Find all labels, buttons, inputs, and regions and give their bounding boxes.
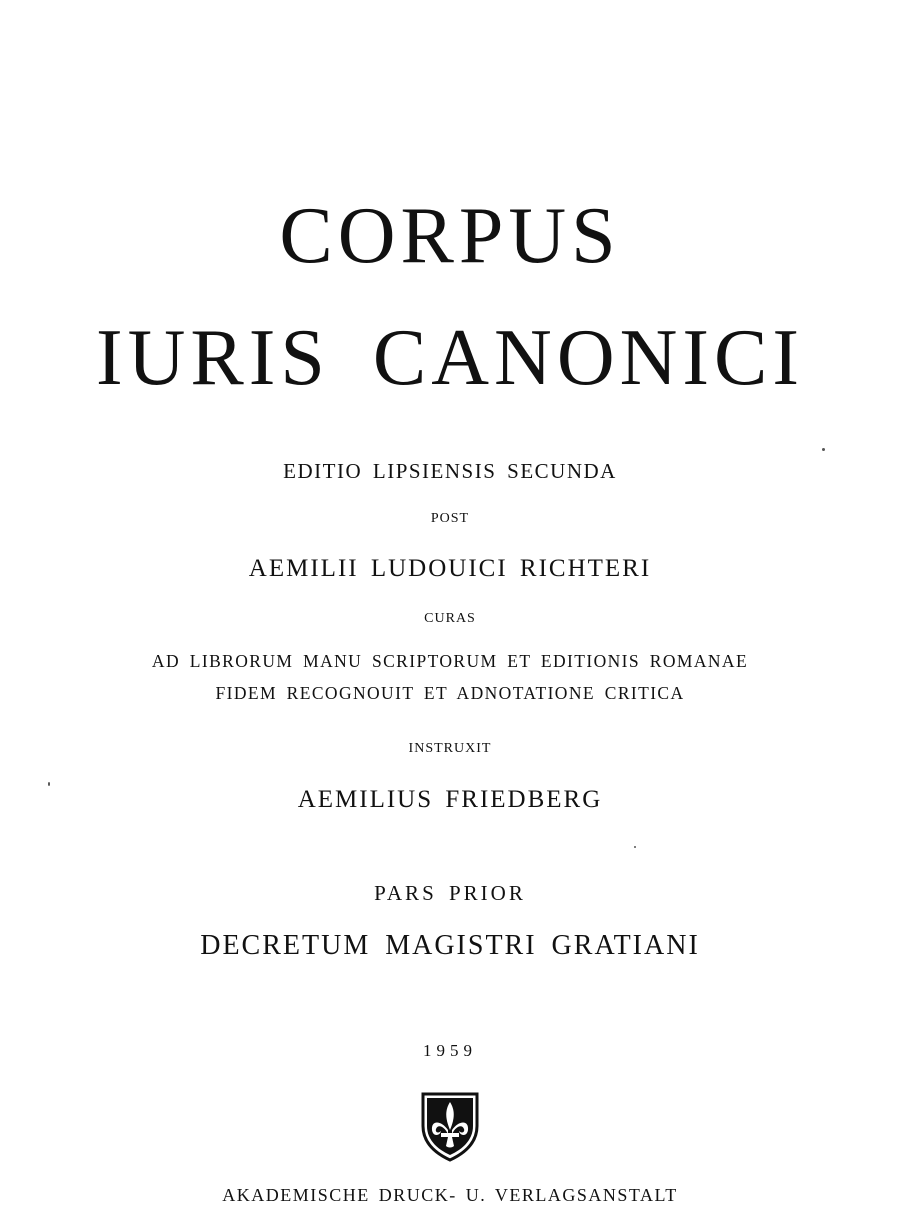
part-name: DECRETUM MAGISTRI GRATIANI xyxy=(200,930,700,961)
scan-speck xyxy=(634,846,636,848)
instruxit-line: INSTRUXIT xyxy=(408,741,492,756)
scan-speck xyxy=(48,782,50,786)
scan-speck xyxy=(822,448,825,451)
edition-line: EDITIO LIPSIENSIS SECUNDA xyxy=(283,459,617,483)
richter-line: AEMILII LUDOUICI RICHTERI xyxy=(248,555,652,582)
fleur-de-lis-shield-icon xyxy=(419,1090,481,1162)
publisher-line: AKADEMISCHE DRUCK- U. VERLAGSANSTALT xyxy=(222,1185,678,1205)
publication-year: 1959 xyxy=(423,1041,477,1060)
description-line-1: AD LIBRORUM MANU SCRIPTORUM ET EDITIONIS ROMANAE xyxy=(151,651,749,671)
part-label: PARS PRIOR xyxy=(374,881,526,905)
title-line-2: IURIS CANONICI xyxy=(96,314,804,402)
description-line-2: FIDEM RECOGNOUIT ET ADNOTATIONE CRITICA xyxy=(215,683,685,703)
editor-line: AEMILIUS FRIEDBERG xyxy=(297,786,603,813)
title-line-1: CORPUS xyxy=(279,192,621,280)
curas-line: CURAS xyxy=(424,611,476,626)
post-line: POST xyxy=(430,511,470,526)
